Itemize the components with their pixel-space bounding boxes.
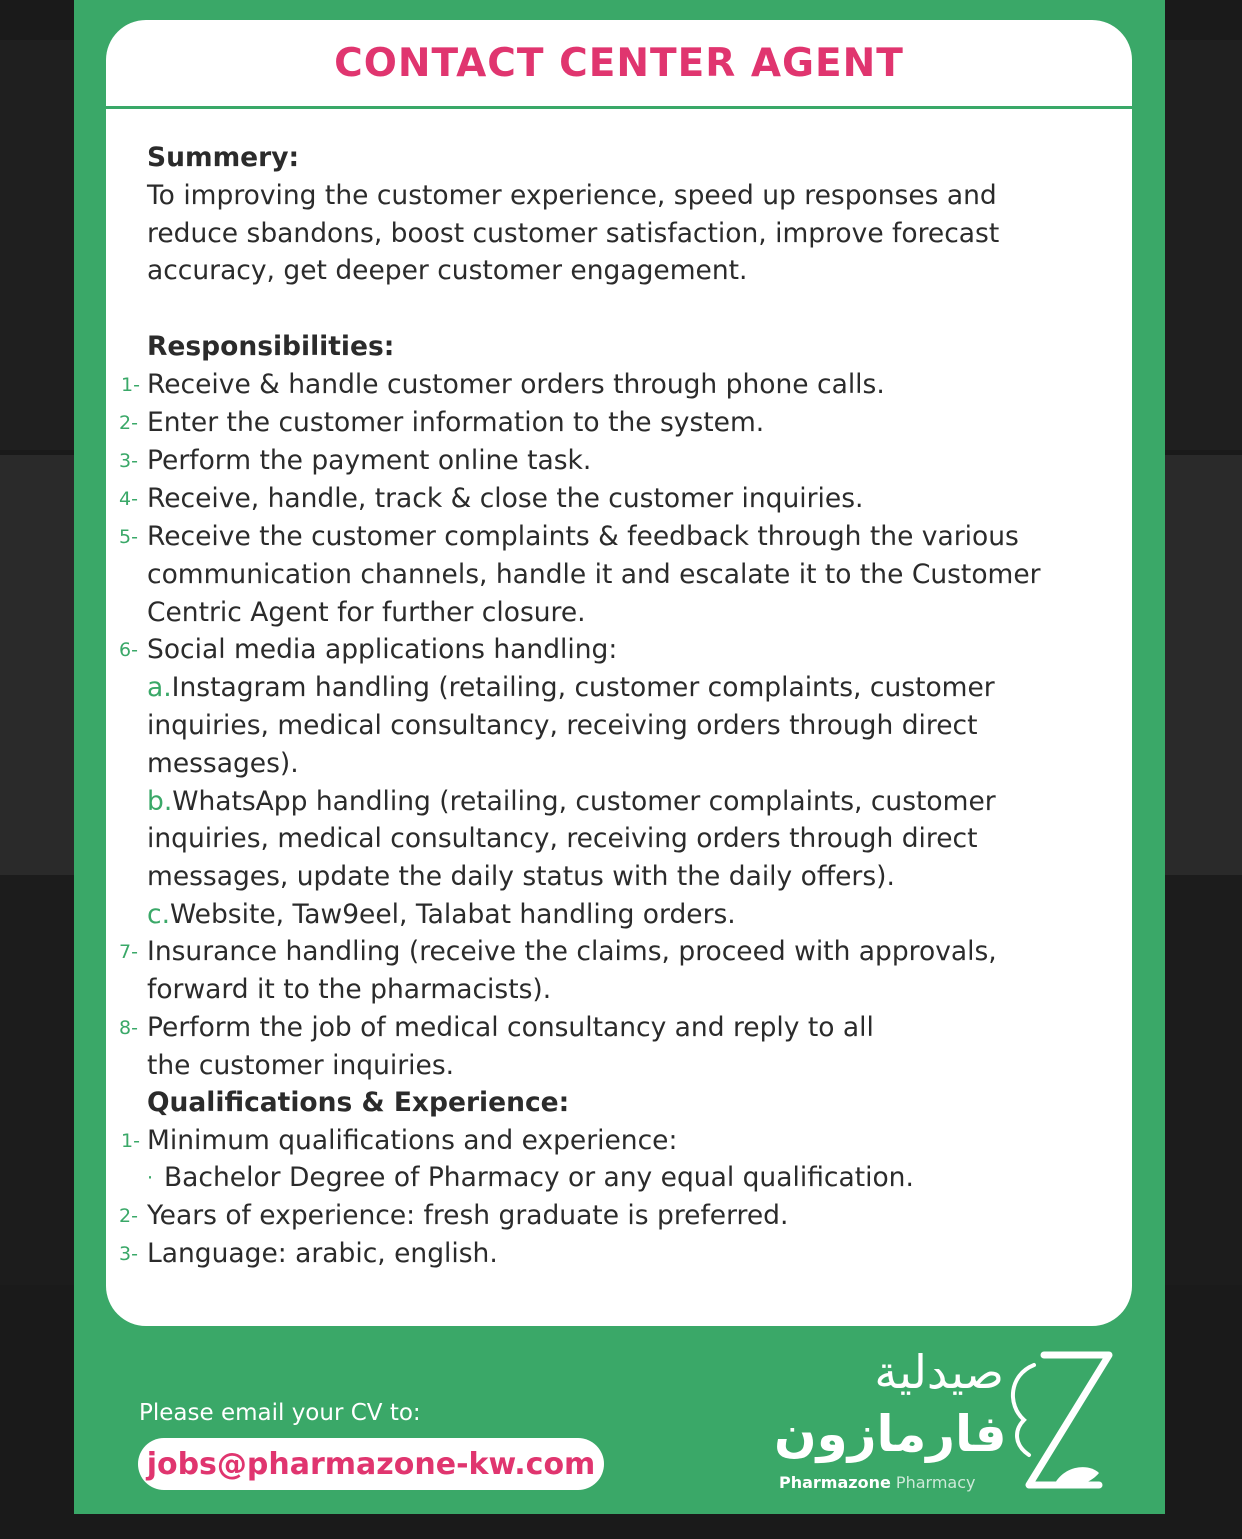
job-description-card — [106, 20, 1132, 1326]
item-number: 2- — [119, 1205, 138, 1227]
job-title: CONTACT CENTER AGENT — [334, 40, 904, 86]
sub-item-line: a.Instagram handling (retailing, customer complaints, customer — [147, 672, 995, 703]
qualification-line: Bachelor Degree of Pharmacy or any equal qualification. — [164, 1162, 914, 1193]
qualification-line: Years of experience: fresh graduate is preferred. — [147, 1200, 789, 1231]
item-number: 7- — [119, 941, 138, 963]
sub-item-line: messages). — [147, 748, 299, 779]
responsibility-line: communication channels, handle it and escalate it to the Customer — [147, 559, 1041, 590]
summary-line: reduce sbandons, boost customer satisfaction, improve forecast — [147, 218, 1000, 249]
item-number: 3- — [119, 1243, 138, 1265]
item-number: 2- — [119, 412, 138, 434]
item-number: 4- — [119, 488, 138, 510]
responsibility-line: Receive, handle, track & close the customer inquiries. — [147, 483, 864, 514]
email-pill[interactable] — [138, 1438, 604, 1490]
responsibility-line: Receive & handle customer orders through phone calls. — [147, 369, 885, 400]
card-header — [106, 20, 1132, 109]
summary-line: To improving the customer experience, speed up responses and — [147, 180, 997, 211]
item-number: 3- — [119, 450, 138, 472]
responsibility-line: Social media applications handling: — [147, 634, 618, 665]
logo-english-name: Pharmazone Pharmacy — [779, 1473, 976, 1492]
email-cv-label: Please email your CV to: — [139, 1400, 421, 1426]
summary-line: accuracy, get deeper customer engagement. — [147, 255, 748, 286]
responsibility-line: forward it to the pharmacists). — [147, 974, 552, 1005]
responsibilities-heading: Responsibilities: — [147, 331, 395, 362]
responsibility-line: Insurance handling (receive the claims, proceed with approvals, — [147, 936, 997, 967]
item-number: 1- — [121, 374, 140, 396]
job-poster — [74, 0, 1165, 1514]
summary-heading: Summery: — [147, 142, 300, 173]
logo-arabic-line2: فارمازون — [774, 1405, 1007, 1463]
responsibility-line: the customer inquiries. — [147, 1050, 455, 1081]
sub-item-letter: c. — [147, 899, 170, 930]
sub-item-line: inquiries, medical consultancy, receiving orders through direct — [147, 823, 978, 854]
sub-item-line: c.Website, Taw9eel, Talabat handling orders. — [147, 899, 736, 930]
item-number: 8- — [119, 1017, 138, 1039]
bullet-icon: · — [147, 1167, 154, 1189]
sub-item-letter: a. — [147, 672, 172, 703]
qualification-line: Language: arabic, english. — [147, 1238, 498, 1269]
responsibility-line: Perform the payment online task. — [147, 445, 592, 476]
item-number: 5- — [119, 526, 138, 548]
sub-item-letter: b. — [147, 786, 173, 817]
logo-arabic-line1: صيدلية — [874, 1345, 1004, 1399]
item-number: 1- — [121, 1130, 140, 1152]
qualifications-heading: Qualifications & Experience: — [147, 1087, 570, 1118]
responsibility-line: Centric Agent for further closure. — [147, 597, 586, 628]
responsibility-line: Receive the customer complaints & feedback through the various — [147, 521, 1019, 552]
responsibility-line: Enter the customer information to the system. — [147, 407, 765, 438]
responsibility-line: Perform the job of medical consultancy and reply to all — [147, 1012, 874, 1043]
item-number: 6- — [119, 639, 138, 661]
sub-item-line: inquiries, medical consultancy, receiving orders through direct — [147, 710, 978, 741]
logo-leaf-z-icon — [999, 1345, 1119, 1495]
qualification-line: Minimum qualifications and experience: — [147, 1125, 678, 1156]
pharmazone-logo — [774, 1345, 1134, 1505]
sub-item-line: b.WhatsApp handling (retailing, customer complaints, customer — [147, 786, 996, 817]
sub-item-line: messages, update the daily status with the daily offers). — [147, 861, 895, 892]
email-link[interactable]: jobs@pharmazone-kw.com — [146, 1446, 596, 1482]
